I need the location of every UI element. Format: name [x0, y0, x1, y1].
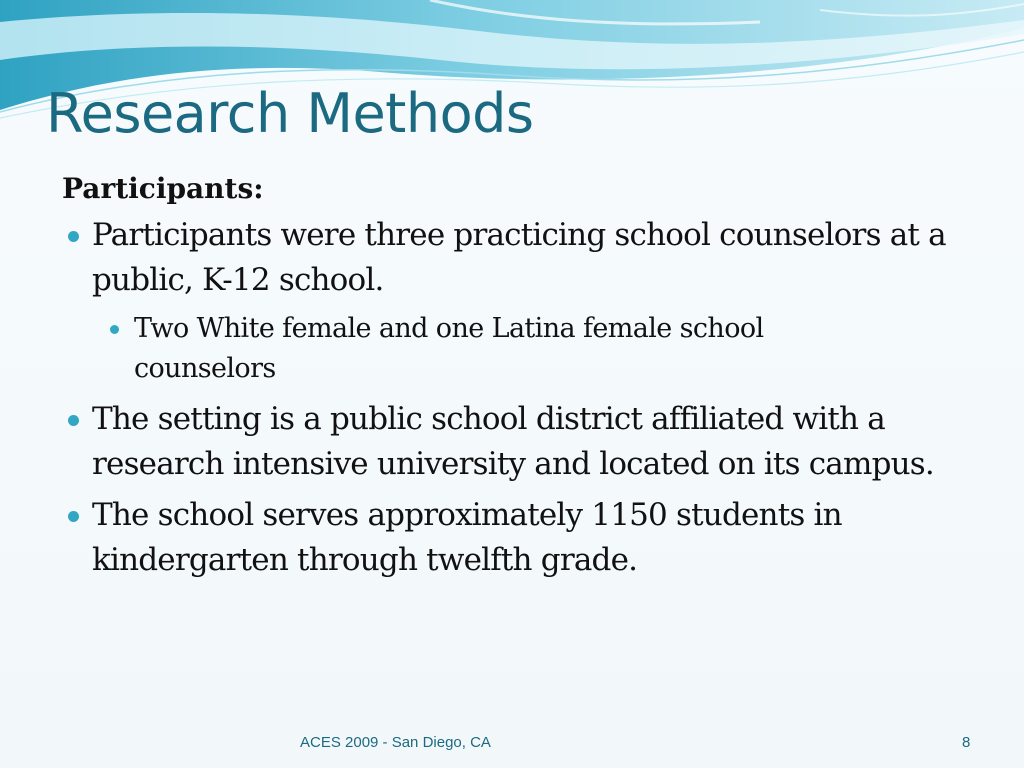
sub-bullet-text: Two White female and one Latina female school counselors [134, 313, 764, 384]
bullet-text: The school serves approximately 1150 students in kindergarten through twelfth grade. [92, 497, 842, 578]
bullet-item [62, 213, 982, 303]
bullet-dot-icon [110, 325, 119, 334]
section-heading: Participants: [62, 172, 264, 205]
footer-text: ACES 2009 - San Diego, CA [300, 734, 491, 751]
bullet-dot-icon [68, 231, 79, 242]
bullet-item [62, 493, 982, 583]
sub-bullet-item [106, 309, 894, 389]
bullet-dot-icon [68, 511, 79, 522]
bullet-text: The setting is a public school district affiliated with a research intensive university and located on its campus. [92, 401, 934, 482]
bullet-item [62, 397, 982, 487]
bullet-dot-icon [68, 415, 79, 426]
page-number: 8 [962, 734, 971, 751]
bullet-text: Participants were three practicing school counselors at a public, K-12 school. [92, 217, 946, 298]
slide-content [62, 172, 982, 589]
slide-title: Research Methods [46, 82, 534, 145]
